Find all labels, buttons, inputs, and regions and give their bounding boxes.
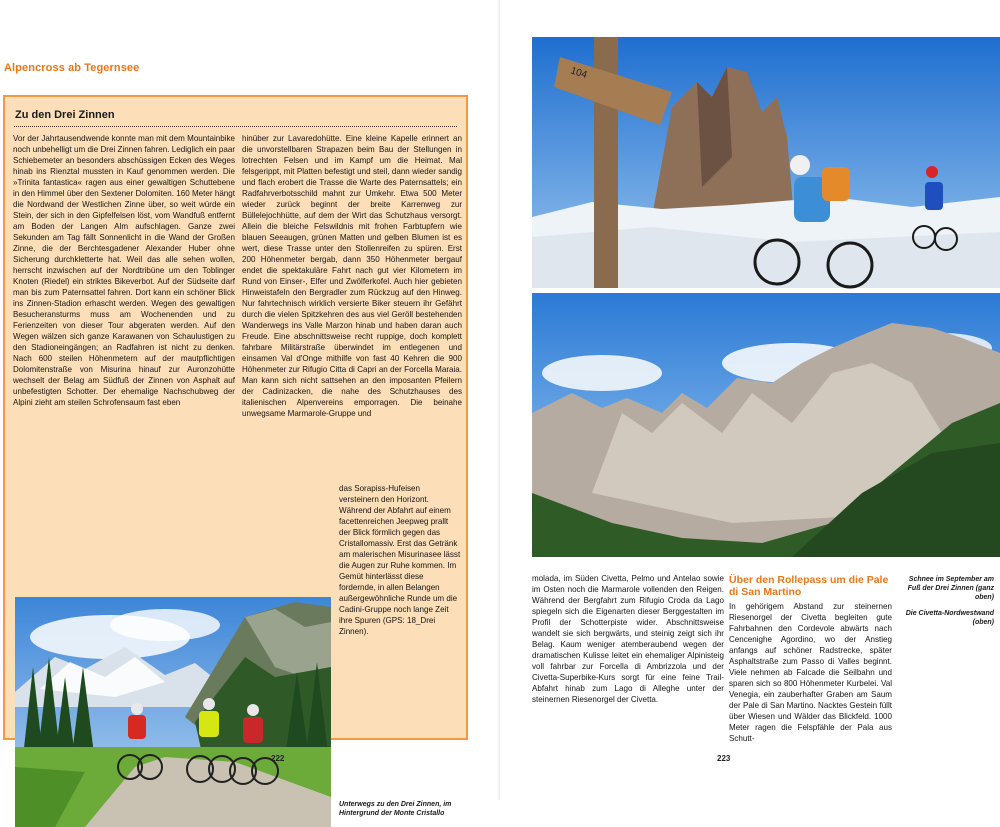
box-title: Zu den Drei Zinnen (15, 109, 115, 121)
photo-civetta-nordwestwand (532, 293, 1000, 557)
box-text-column-1: Vor der Jahrtausendwende konnte man mit dem Mountainbike noch unbehelligt um die Drei Zinnen fahren. Lediglich ein paar Schiebemeter an besonders abschüssigen Ecken des Weges hinab ins Rienztal mussten in Kauf genommen werden. Die »Trinita fantastica« ragen aus einer gewaltigen Schuttebene in den Himmel über den Sextener Dolomiten. 160 Meter hängt die Nordwand der Westlichen Zinne über, so weit würde ein Stein, der sich in den Gipfelfelsen löst, vom Wandfuß entfernt am Boden der Langen Alm aufschlagen. Ganze zwei Sekunden am Tag fällt Sonnenlicht in die Wand der Großen Zinne, die der Berchtesgadener Alexander Huber ohne Sicherung durchkletterte hat. Weil das alle sehen wollen, herrscht inzwischen auf der Nordtribüne um den Toblinger Knoten (Riedel) ein striktes Bikeverbot. Auf der Südseite darf man bis zum Paternsattel fahren. Dort kann ein schöner Blick ins Zinnen-Stadion erhascht werden. Wegen des gewaltigen Besucheransturms muss am Wochenenden und zu Ferienzeiten von dieser Tour abgeraten werden. Auf den Wegen wälzen sich ganze Karawanen von Schaulustigen zu den Stadioneingängen; an Radfahren ist nicht zu denken. Nach 600 steilen Höhenmetern auf der mautpflichtigen Dolomitenstraße von Misurina hinauf zur Auronzohütte wechselt der Belag am Südfuß der Zinnen von Asphalt auf unbefestigten Schotter. Der ehemalige Nachschubweg der Alpini zieht am steilen Schrofensaum fast eben (13, 134, 235, 408)
box-text-column-3: das Sorapiss-Hufeisen versteinern den Horizont. Während der Abfahrt auf einem facettenreichen Jeepweg prallt der Blick förmlich gegen das Cristallomassiv. Erst das Getränk am malerischen Misurinasee lässt die Augen zur Ruhe kommen. Im Gemüt hinterlässt diese fordernde, in allen Belangen außergewöhnliche Runde um die Cadini-Gruppe noch lange Zeit ihre Spuren (GPS: 18_Drei Zinnen). (339, 484, 461, 637)
photo-caption: Unterwegs zu den Drei Zinnen, im Hintergrund der Monte Cristallo (339, 801, 452, 817)
photo-bikers-forest-trail (15, 597, 331, 827)
right-text-column-1: molada, im Süden Civetta, Pelmo und Antelao sowie im Osten noch die Marmarole vollenden den Reigen. Während der Bergfahrt zum Rifugio Croda da Lago spiegeln sich die Eigenarten dieser Berggestalten im Profil der Schotterpiste wider. Abschnittsweise wandelt sie sich bergwärts, und steinig zeigt sich ihr Belag. Kaum weniger atemberaubend wegen der dramatischen Kulisse leitet ein ehemaliger Alpinisteig voll fahrbar zur Forcella di Ambrizzola und der Civetta-Superbike-Kurs sorgt für eine feine Trail-Abfahrt hinab zum Lago di Alleghe unter der steinernen Riesenorgel der Civetta. (532, 574, 724, 705)
page-number: 223 (717, 754, 731, 763)
right-page (500, 0, 1000, 800)
caption-top-photo: Schnee im September am Fuß der Drei Zinnen (ganz oben) (907, 576, 994, 601)
section-heading: Über den Rollepass um die Pale di San Martino (729, 574, 889, 598)
caption-wall-photo: Die Civetta-Nordwestwand (oben) (905, 610, 994, 626)
box-divider (14, 126, 457, 127)
page-number: 222 (271, 754, 285, 763)
right-text-column-2: In gehörigem Abstand zur steinernen Riesenorgel der Civetta begleiten gute Fahrbahnen den Cordevole abwärts nach Cencenighe Agordino, wo der Anstieg anfangs auf schöner Radstrecke, später Asphaltstraße zum Passo di Valles beginnt. Viele nehmen ab Falcade die Seilbahn und sparen sich so 800 Höhenmeter Kurbelei. Val Venegia, ein zauberhafter Graben am Saum der Pale di San Martino. Nacktes Gestein füllt über Wiesen und Wälder das Blickfeld. 1000 Meter ragen die Felspfähle der Pala aus Schutt- (729, 602, 892, 744)
photo-drei-zinnen-snow-bikers (532, 37, 1000, 288)
photo-captions (901, 575, 994, 634)
box-text-column-2: hinüber zur Lavaredohütte. Eine kleine Kapelle erinnert an die unvorstellbaren Strapazen beim Bau der Stellungen in lotrechten Felsen und im Kampf um die Heimat. Mal felsgerippt, mit Platten befestigt und steil, dann wieder sandig und flach erobert die Trasse die Warte des Paternsattels; ein Radfahrverbotsschild mahnt zur Umkehr. Etwa 500 Meter wieder zurück beginnt der breite Karrenweg zur Büllelejochhütte, auf dem der Wirt das Schutzhaus versorgt. Allein die bleiche Felswildnis mit frohen Farbtupfern wie blauen Seeaugen, grünen Matten und gelben Blumen ist es wert, diese Trasse unter den Stollenreifen zu spüren. Erst 200 Höhenmeter bergab, dann 350 Höhenmeter bergauf endet die spektakuläre Fahrt nach gut vier Kilometern im Rund von Einser-, Elfer und Zwölferkofel. Auch hier gebieten Hinweistafeln den Bergradler zum Rückzug auf den Hinweg. Nur fahrtechnisch wirklich versierte Biker steuern ihr Gefährt durch die vielen Spitzkehren des aus viel Geröll bestehenden Wanderwegs ins Valle Marzon hinab und haben daran auch Freude. Eine abschnittsweise recht ruppige, doch komplett fahrbare Militärstraße überwindet im entlegenen und einsamen Val d'Onge mithilfe von fast 40 Kehren die 900 Höhenmeter zur Rifugio Citta di Capri an der Forcella Maraia. Man kann sich nicht sattsehen an den imposanten Pfeilern der Cadinizacken, die nahe des Schutzhauses des italienischen Alpenvereins emporragen. Die beinahe unwegsame Marmarole-Gruppe und (242, 134, 462, 419)
left-page (0, 0, 500, 817)
signpost-number: 104 (569, 65, 589, 82)
running-head: Alpencross ab Tegernsee (4, 62, 140, 74)
